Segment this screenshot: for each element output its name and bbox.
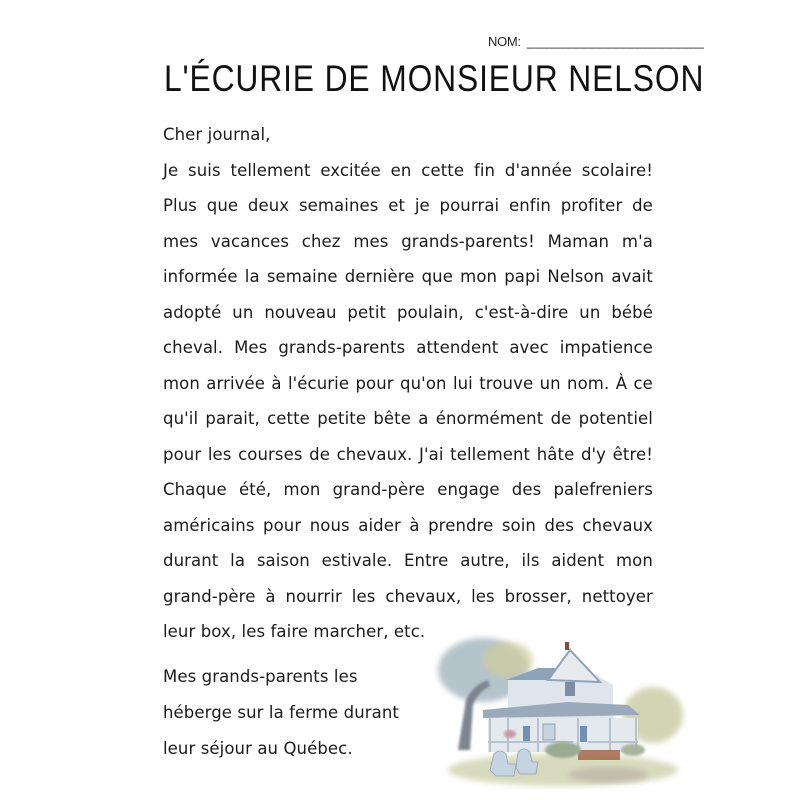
text-line [163, 584, 653, 620]
word: nourrir [285, 586, 342, 606]
word: informée [163, 267, 238, 286]
word: des [511, 480, 542, 499]
word: américains [163, 515, 255, 535]
word: de [309, 444, 330, 464]
word: vacances [210, 231, 290, 251]
word: qu'il [163, 409, 199, 428]
text-line [163, 335, 653, 371]
word: Mes [234, 338, 268, 357]
word: et [388, 196, 406, 215]
word: fin [473, 160, 496, 180]
word: des [544, 515, 575, 535]
word: palefreniers [553, 480, 653, 499]
word: un [579, 302, 601, 322]
word: dernière [344, 267, 415, 286]
word: pourrai [439, 196, 500, 215]
word: d'année [504, 160, 572, 180]
text-line: héberge sur la ferme durant [163, 703, 399, 722]
word: lui [452, 373, 473, 393]
word: Nelson [547, 267, 605, 286]
word: grands-parents [278, 338, 406, 357]
word: petite [317, 409, 367, 428]
word: mes [353, 231, 389, 251]
text-line: Mes grands-parents les [163, 667, 358, 686]
word: que [206, 196, 239, 215]
name-blank-line[interactable]: _______________________ [526, 34, 705, 49]
word: engage [437, 480, 500, 499]
word: m'a [621, 231, 653, 251]
word: à [271, 373, 282, 393]
word: c'est-à-dire [474, 302, 569, 322]
word: les [351, 586, 376, 606]
text-line [163, 406, 653, 442]
text-line [163, 264, 653, 300]
word: petit [347, 302, 387, 322]
word: nous [309, 515, 350, 535]
word: nouveau [264, 302, 337, 322]
word: trouve [479, 373, 534, 393]
word: les [471, 586, 495, 606]
word: qu'on [400, 373, 447, 393]
word: suis [188, 160, 221, 180]
word: cette [421, 160, 465, 180]
word: ils [521, 551, 540, 570]
word: parait, [205, 409, 260, 428]
word: chevaux [582, 515, 653, 535]
word: profiter [560, 196, 623, 215]
word: un [539, 373, 561, 393]
word: bête [373, 409, 412, 428]
word: arrivée [206, 373, 266, 393]
word: énormément [435, 409, 544, 428]
word: potentiel [578, 409, 653, 428]
text-line [163, 158, 653, 194]
word: de [632, 196, 653, 215]
word: être! [612, 444, 653, 464]
word: autre, [460, 551, 510, 570]
text-line [163, 229, 653, 265]
word: brosser, [504, 586, 572, 606]
word: pour [263, 515, 302, 535]
paragraph-2 [163, 664, 423, 772]
word: un [232, 302, 254, 322]
word: de [550, 409, 572, 428]
word: grands-parents! [401, 231, 535, 251]
word: bébé [611, 302, 653, 322]
word: impatience [559, 338, 653, 357]
word: saison [256, 551, 310, 570]
word: d'y [580, 444, 607, 464]
word: grand-père [163, 586, 256, 606]
word: cheval. [163, 338, 224, 357]
word: soin [501, 515, 536, 535]
word: ce [633, 373, 653, 393]
paragraph-1 [163, 158, 653, 655]
word: aider [358, 515, 401, 535]
word: mon [163, 373, 200, 393]
word: nettoyer [581, 586, 653, 606]
word: mon [460, 267, 498, 286]
word: semaines [298, 196, 379, 215]
word: en [390, 160, 412, 180]
word: grand-père [332, 480, 426, 499]
word: mon [283, 480, 321, 499]
word: estivale. [321, 551, 393, 570]
name-field[interactable] [488, 34, 705, 49]
word: semaine [266, 267, 338, 286]
word: la [244, 267, 260, 286]
text-line: leur séjour au Québec. [163, 739, 353, 758]
word: nom. [567, 373, 610, 393]
word: avait [611, 267, 653, 286]
word: pour [355, 373, 394, 393]
word: la [230, 551, 246, 570]
word: papi [504, 267, 541, 286]
word: chevaux, [385, 586, 462, 606]
word: avec [509, 338, 549, 357]
word: enfin [509, 196, 551, 215]
page-title: L'ÉCURIE DE MONSIEUR NELSON [164, 58, 705, 99]
word: scolaire! [581, 160, 653, 180]
word: l'écurie [287, 373, 350, 393]
word: a [418, 409, 429, 428]
word: tellement [450, 444, 531, 464]
word: que [421, 267, 453, 286]
word: à [265, 586, 276, 606]
word: aident [551, 551, 605, 570]
word: Plus [163, 196, 197, 215]
word: tellement [230, 160, 311, 180]
word: durant [163, 551, 219, 570]
word: prendre [428, 515, 494, 535]
word: pour [163, 444, 202, 464]
journal-entry [163, 122, 653, 655]
word: chevaux. [336, 444, 413, 464]
name-label: NOM: [488, 34, 521, 49]
text-line [163, 548, 653, 584]
word: adopté [163, 302, 222, 322]
word: mon [615, 551, 653, 570]
greeting: Cher journal, [163, 125, 271, 144]
word: à [409, 515, 420, 535]
word: Chaque [163, 480, 227, 499]
word: chez [301, 231, 341, 251]
word: été, [238, 480, 272, 499]
word: poulain, [396, 302, 464, 322]
word: Entre [404, 551, 449, 570]
text-line [163, 371, 653, 407]
word: excitée [320, 160, 381, 180]
word: Maman [547, 231, 610, 251]
word: À [615, 373, 628, 393]
text-line [163, 442, 653, 478]
word: hâte [536, 444, 575, 464]
farmhouse-illustration [428, 630, 688, 790]
text-line: leur box, les faire marcher, etc. [163, 622, 426, 641]
text-line [163, 193, 653, 229]
text-line [163, 513, 653, 549]
word: les [207, 444, 232, 464]
word: courses [238, 444, 303, 464]
word: cette [267, 409, 310, 428]
word: J'ai [419, 444, 444, 464]
word: attendent [416, 338, 499, 357]
word: mes [163, 231, 199, 251]
text-line [163, 300, 653, 336]
word: je [414, 196, 430, 215]
word: deux [247, 196, 290, 215]
word: Je [163, 160, 179, 180]
text-line [163, 477, 653, 513]
